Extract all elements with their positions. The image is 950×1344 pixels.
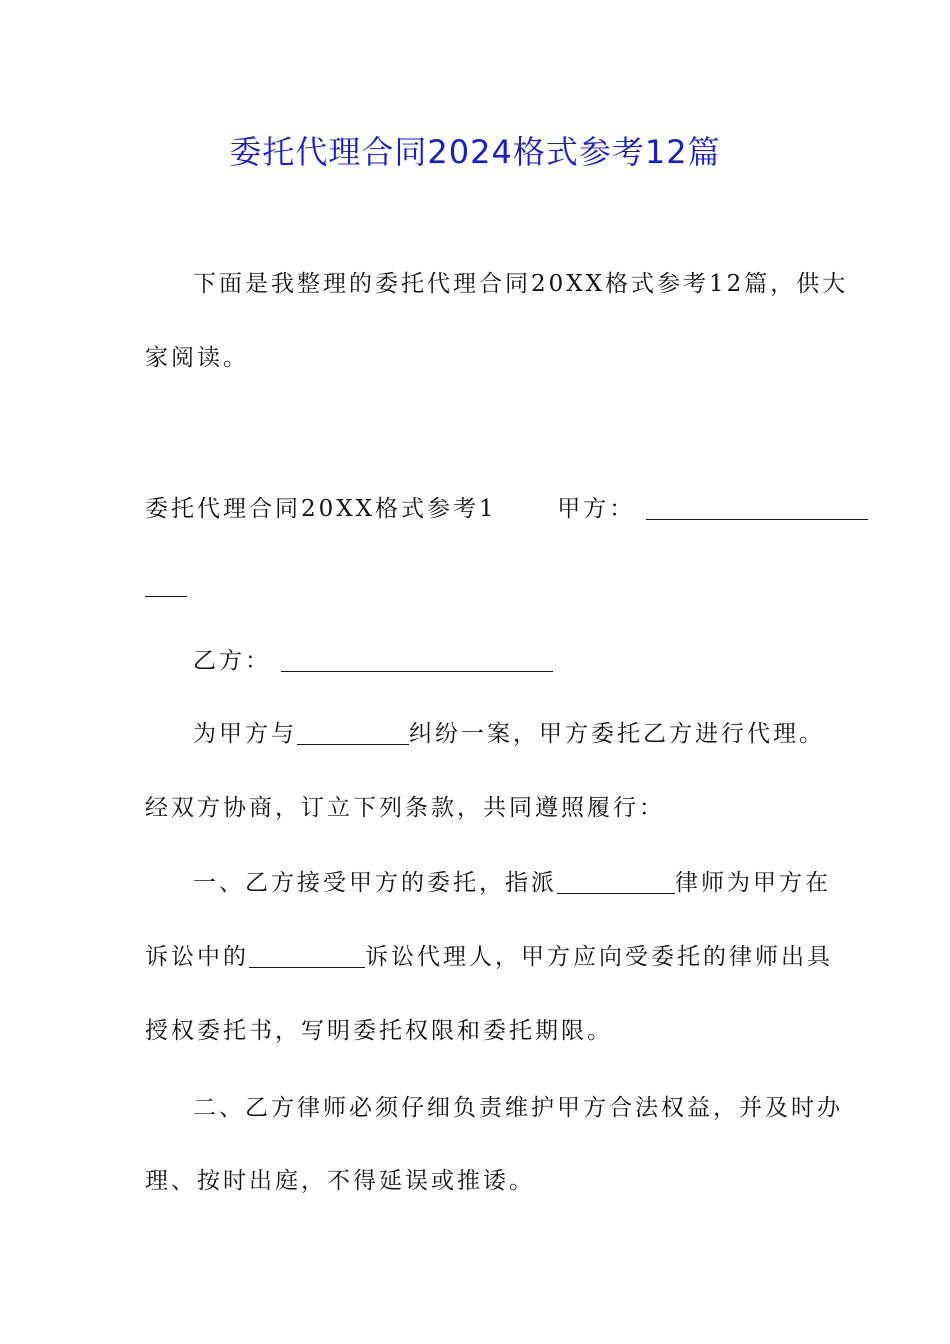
- intro-line-2: 家阅读。: [145, 345, 249, 371]
- paragraph-1-line-2: 经双方协商，订立下列条款，共同遵照履行：: [145, 795, 665, 821]
- intro-line-1: 下面是我整理的委托代理合同20XX格式参考12篇，供大: [193, 271, 849, 297]
- party-a-label: 甲方：: [557, 496, 636, 522]
- section-1-heading-row: [145, 489, 868, 529]
- clause-1-text-d: 诉讼代理人，甲方应向受委托的律师出具: [365, 944, 833, 970]
- clause-2-line-2: 理、按时出庭，不得延误或推诿。: [145, 1168, 535, 1194]
- paragraph-1-line-1: [193, 714, 825, 754]
- dispute-blank: [297, 722, 409, 745]
- clause-1-text-a: 一、乙方接受甲方的委托，指派: [193, 870, 557, 896]
- party-b-row: [193, 641, 553, 681]
- party-a-blank: [646, 497, 868, 520]
- party-a-blank-continued: [145, 574, 187, 597]
- party-a-blank-continued-row: [145, 566, 187, 606]
- paragraph-1-text-b: 纠纷一案，甲方委托乙方进行代理。: [409, 721, 825, 747]
- party-b-label: 乙方：: [193, 648, 271, 674]
- clause-2-line-1: 二、乙方律师必须仔细负责维护甲方合法权益，并及时办: [193, 1095, 843, 1121]
- section-1-heading: 委托代理合同20XX格式参考1: [145, 496, 497, 522]
- party-b-blank: [281, 649, 553, 672]
- clause-1-line-3: 授权委托书，写明委托权限和委托期限。: [145, 1018, 613, 1044]
- document-title: 委托代理合同2024格式参考12篇: [229, 133, 721, 171]
- clause-1-line-2: [145, 937, 833, 977]
- clause-1-text-c: 诉讼中的: [145, 944, 249, 970]
- agent-type-blank: [249, 945, 365, 968]
- lawyer-name-blank: [557, 871, 675, 894]
- clause-1-line-1: [193, 863, 831, 903]
- paragraph-1-text-a: 为甲方与: [193, 721, 297, 747]
- clause-1-text-b: 律师为甲方在: [675, 870, 831, 896]
